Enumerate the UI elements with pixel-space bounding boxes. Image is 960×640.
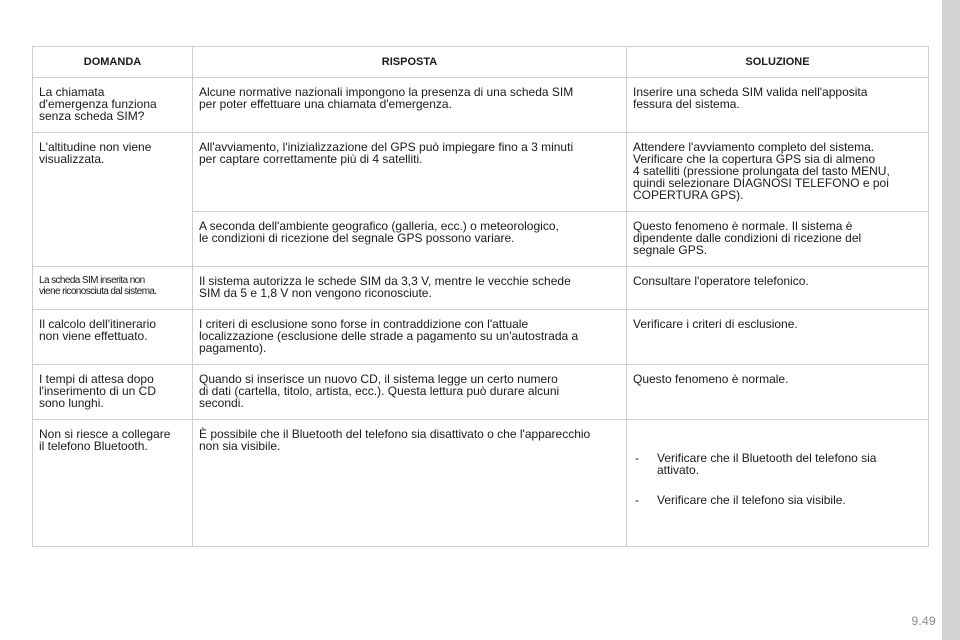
table-row — [33, 365, 929, 420]
page-number: 9.49 — [911, 614, 936, 628]
table-row — [33, 310, 929, 365]
vertical-scrollbar[interactable] — [942, 0, 960, 640]
solution-cell — [627, 420, 929, 547]
solution-cell: Verificare i criteri di esclusione. — [627, 310, 929, 365]
solution-cell: Consultare l'operatore telefonico. — [627, 267, 929, 310]
table-header-row — [33, 47, 929, 78]
answer-cell: Alcune normative nazionali impongono la presenza di una scheda SIM per poter effettuare una chiamata d'emergenza. — [193, 78, 627, 133]
header-soluzione: SOLUZIONE — [627, 47, 929, 78]
question-cell: La scheda SIM inserita non viene riconosciuta dal sistema. — [33, 267, 193, 310]
table-row — [33, 133, 929, 212]
answer-cell: I criteri di esclusione sono forse in contraddizione con l'attuale localizzazione (esclusione delle strade a pagamento su un'autostrada a pagamento). — [193, 310, 627, 365]
table-row — [33, 420, 929, 547]
solution-list-item: - Verificare che il telefono sia visibile. — [633, 494, 922, 506]
header-risposta: RISPOSTA — [193, 47, 627, 78]
table-row — [33, 78, 929, 133]
answer-cell: Il sistema autorizza le schede SIM da 3,3 V, mentre le vecchie schede SIM da 5 e 1,8 V non vengono riconosciute. — [193, 267, 627, 310]
answer-cell: A seconda dell'ambiente geografico (galleria, ecc.) o meteorologico, le condizioni di ricezione del segnale GPS possono variare. — [193, 212, 627, 267]
solution-cell: Attendere l'avviamento completo del sistema. Verificare che la copertura GPS sia di almeno 4 satelliti (pressione prolungata del tasto MENU, quindi selezionare DIAGNOSI TELEFONO e poi COPERTURA GPS). — [627, 133, 929, 212]
solution-list — [633, 440, 922, 524]
table-row — [33, 267, 929, 310]
question-cell: Non si riesce a collegare il telefono Bluetooth. — [33, 420, 193, 547]
question-cell: La chiamata d'emergenza funziona senza scheda SIM? — [33, 78, 193, 133]
question-cell: L'altitudine non viene visualizzata. — [33, 133, 193, 267]
header-domanda: DOMANDA — [33, 47, 193, 78]
answer-cell: All'avviamento, l'inizializzazione del GPS può impiegare fino a 3 minuti per captare correttamente più di 4 satelliti. — [193, 133, 627, 212]
solution-cell: Questo fenomeno è normale. Il sistema è dipendente dalle condizioni di ricezione del segnale GPS. — [627, 212, 929, 267]
answer-cell: Quando si inserisce un nuovo CD, il sistema legge un certo numero di dati (cartella, titolo, artista, ecc.). Questa lettura può durare alcuni secondi. — [193, 365, 627, 420]
solution-list-item: - Verificare che il Bluetooth del telefono sia attivato. — [633, 452, 922, 476]
solution-cell: Inserire una scheda SIM valida nell'apposita fessura del sistema. — [627, 78, 929, 133]
question-cell: I tempi di attesa dopo l'inserimento di un CD sono lunghi. — [33, 365, 193, 420]
answer-cell: È possibile che il Bluetooth del telefono sia disattivato o che l'apparecchio non sia visibile. — [193, 420, 627, 547]
troubleshooting-table — [32, 46, 929, 547]
question-cell: Il calcolo dell'itinerario non viene effettuato. — [33, 310, 193, 365]
solution-cell: Questo fenomeno è normale. — [627, 365, 929, 420]
